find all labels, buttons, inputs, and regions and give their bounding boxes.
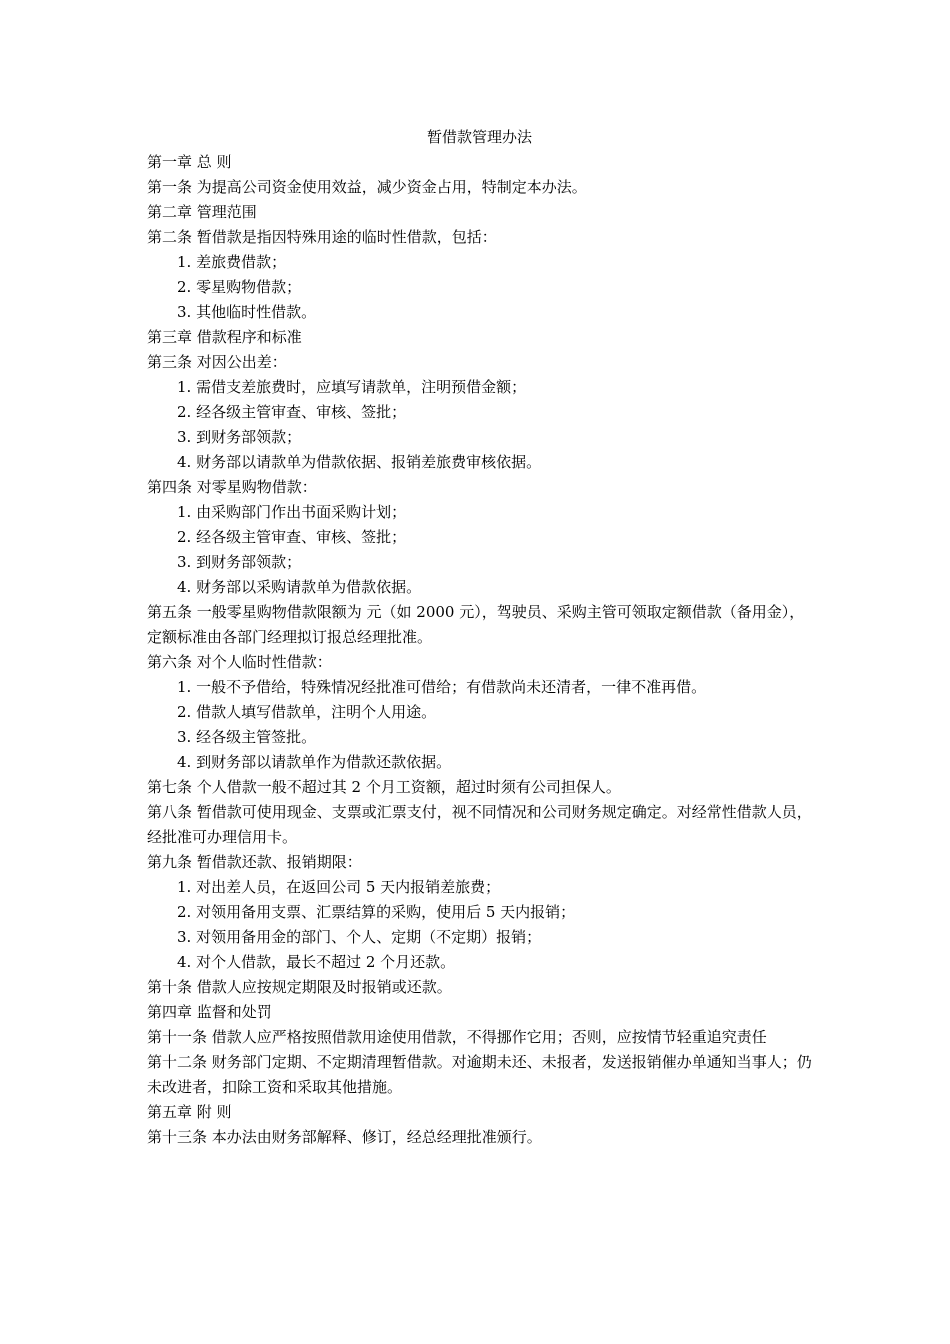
list-item: 1. 一般不予借给，特殊情况经批准可借给；有借款尚未还清者，一律不准再借。 (177, 678, 707, 696)
document-blocks (147, 150, 812, 1150)
paragraph-line: 第四条 对零星购物借款： (147, 478, 317, 496)
list-item: 3. 到财务部领款； (177, 553, 302, 571)
list-item: 4. 到财务部以请款单作为借款还款依据。 (177, 753, 452, 771)
list-item: 2. 对领用备用支票、汇票结算的采购，使用后 5 天内报销； (177, 903, 576, 921)
list-item: 3. 到财务部领款； (177, 428, 302, 446)
list-item: 2. 零星购物借款； (177, 278, 302, 296)
paragraph-line: 第十二条 财务部门定期、不定期清理暂借款。对逾期未还、未报者，发送报销催办单通知当事人；仍未改进者，扣除工资和采取其他措施。 (147, 1053, 812, 1096)
paragraph-line: 第九条 暂借款还款、报销期限： (147, 853, 362, 871)
list-item: 1. 由采购部门作出书面采购计划； (177, 503, 407, 521)
paragraph-line: 第一章 总 则 (147, 153, 232, 171)
list-item: 4. 对个人借款，最长不超过 2 个月还款。 (177, 953, 456, 971)
paragraph-line: 第三条 对因公出差： (147, 353, 287, 371)
paragraph-line: 第十条 借款人应按规定期限及时报销或还款。 (147, 978, 452, 996)
list-item: 4. 财务部以采购请款单为借款依据。 (177, 578, 422, 596)
list-item: 3. 对领用备用金的部门、个人、定期（不定期）报销； (177, 928, 542, 946)
list-item: 2. 借款人填写借款单，注明个人用途。 (177, 703, 437, 721)
list-item: 3. 其他临时性借款。 (177, 303, 317, 321)
paragraph-line: 第八条 暂借款可使用现金、支票或汇票支付，视不同情况和公司财务规定确定。对经常性借款人员，经批准可办理信用卡。 (147, 803, 812, 846)
paragraph-line: 第一条 为提高公司资金使用效益，减少资金占用，特制定本办法。 (147, 178, 587, 196)
list-item: 2. 经各级主管审查、审核、签批； (177, 403, 407, 421)
paragraph-line: 第二章 管理范围 (147, 203, 257, 221)
list-item: 3. 经各级主管签批。 (177, 728, 317, 746)
document-title: 暂借款管理办法 (426, 128, 532, 146)
paragraph-line: 第五条 一般零星购物借款限额为 元（如 2000 元），驾驶员、采购主管可领取定额借款（备用金），定额标准由各部门经理拟订报总经理批准。 (147, 603, 805, 646)
paragraph-line: 第三章 借款程序和标准 (147, 328, 302, 346)
list-item: 1. 对出差人员，在返回公司 5 天内报销差旅费； (177, 878, 501, 896)
paragraph-line: 第十三条 本办法由财务部解释、修订，经总经理批准颁行。 (147, 1128, 542, 1146)
paragraph-line: 第四章 监督和处罚 (147, 1003, 272, 1021)
paragraph-line: 第二条 暂借款是指因特殊用途的临时性借款，包括： (147, 228, 497, 246)
paragraph-line: 第六条 对个人临时性借款： (147, 653, 332, 671)
list-item: 1. 需借支差旅费时，应填写请款单，注明预借金额； (177, 378, 527, 396)
paragraph-line: 第七条 个人借款一般不超过其 2 个月工资额，超过时须有公司担保人。 (147, 778, 621, 796)
document-body (147, 125, 812, 1150)
list-item: 4. 财务部以请款单为借款依据、报销差旅费审核依据。 (177, 453, 542, 471)
paragraph-line: 第五章 附 则 (147, 1103, 232, 1121)
list-item: 1. 差旅费借款； (177, 253, 287, 271)
list-item: 2. 经各级主管审查、审核、签批； (177, 528, 407, 546)
paragraph-line: 第十一条 借款人应严格按照借款用途使用借款，不得挪作它用；否则，应按情节轻重追究责任 (147, 1028, 767, 1046)
